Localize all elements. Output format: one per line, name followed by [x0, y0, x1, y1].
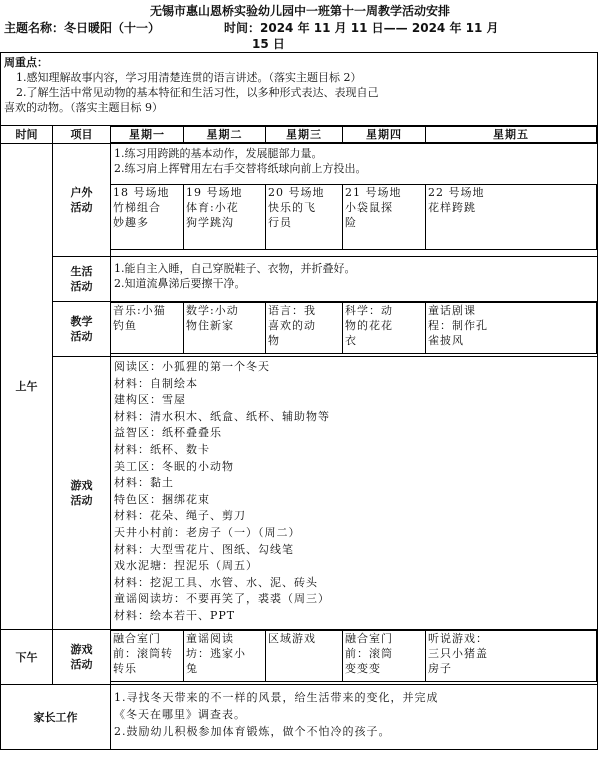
games-line: 阅读区：小狐狸的第一个冬天	[114, 360, 270, 373]
games-line: 特色区：捆绑花束	[114, 492, 210, 506]
afternoon-day: 听说游戏： 三只小猪盖 房子	[426, 631, 597, 682]
outdoor-day: 19 号场地 体育:小花 狗学跳沟	[184, 185, 266, 250]
outdoor-day: 18 号场地 竹梯组合 妙趣多	[111, 185, 184, 250]
header-day: 星期三	[266, 127, 343, 143]
games-line: 戏水泥塘：捏泥乐（周五）	[114, 559, 258, 573]
outdoor-day: 21 号场地 小袋鼠探 险	[343, 185, 426, 250]
teaching-day: 科学：动 物的花花 衣	[343, 303, 426, 354]
afternoon-day: 童谣阅读 坊：逃家小 兔	[184, 631, 266, 682]
afternoon-games-label: 游戏 活动	[53, 630, 111, 685]
document-title: 无锡市惠山恩桥实验幼儿园中一班第十一周教学活动安排	[149, 4, 450, 18]
teaching-day: 数学:小动 物住新家	[184, 303, 266, 354]
games-line: 材料：挖泥工具、水管、水、泥、砖头	[114, 575, 318, 589]
outdoor-goal: 1.练习用跨跳的基本动作，发展腿部力量。	[114, 147, 323, 160]
header-time: 时间	[1, 126, 53, 144]
games-line: 材料：自制绘本	[114, 376, 198, 390]
focus-item: 喜欢的动物。（落实主题目标 9）	[4, 101, 163, 114]
outdoor-content	[111, 144, 598, 257]
afternoon-day: 融合室门 前：滚筒 变变变	[343, 631, 426, 682]
theme-name: 主题名称：冬日暖阳（十一）	[4, 21, 161, 35]
focus-item: 1.感知理解故事内容，学习用清楚连贯的语言讲述。（落实主题目标 2）	[16, 71, 362, 84]
games-label: 游戏 活动	[53, 357, 111, 630]
time-range-cont: 15 日	[252, 37, 285, 51]
weekly-focus	[1, 53, 598, 126]
outdoor-goal: 2.练习肩上挥臂用左右手交替将纸球向前上方投出。	[114, 162, 367, 175]
outdoor-day: 22 号场地 花样跨跳	[426, 185, 597, 250]
games-line: 材料：花朵、绳子、剪刀	[114, 509, 246, 523]
outdoor-label: 户外 活动	[53, 144, 111, 257]
games-line: 材料：清水积木、纸盒、纸杯、辅助物等	[114, 409, 330, 423]
header-day: 星期二	[184, 127, 266, 143]
morning-label: 上午	[1, 144, 53, 630]
focus-item: 2.了解生活中常见动物的基本特征和生活习性，以多种形式表达、表现自己	[16, 86, 379, 99]
life-label: 生活 活动	[53, 257, 111, 302]
schedule-table	[0, 52, 598, 750]
subtitle-row	[4, 19, 598, 51]
focus-heading: 周重点：	[4, 56, 48, 69]
time-range: 时间：2024 年 11 月 11 日—— 2024 年 11 月	[224, 21, 499, 35]
games-content	[111, 357, 598, 630]
parents-item: 2.鼓励幼儿积极参加体育锻炼，做个不怕冷的孩子。	[114, 725, 391, 738]
outdoor-day: 20 号场地 快乐的飞 行员	[266, 185, 343, 250]
header-day: 星期四	[343, 127, 426, 143]
header-day: 星期五	[426, 127, 597, 143]
games-line: 童谣阅读坊：不要再笑了，裘裘（周三）	[114, 592, 330, 606]
parents-item: 《冬天在哪里》调查表。	[114, 708, 246, 721]
afternoon-label: 下午	[1, 630, 53, 685]
parents-item: 1.寻找冬天带来的不一样的风景，给生活带来的变化，并完成	[114, 691, 439, 704]
life-item: 1.能自主入睡，自己穿脱鞋子、衣物，并折叠好。	[114, 262, 356, 275]
parents-content	[111, 685, 598, 750]
life-item: 2.知道流鼻涕后要擦干净。	[114, 277, 246, 290]
life-content	[111, 257, 598, 302]
games-line: 材料：大型雪花片、图纸、勾线笔	[114, 542, 294, 556]
teaching-day: 语言：我 喜欢的动 物	[266, 303, 343, 354]
afternoon-games-content	[111, 630, 598, 685]
header-days	[111, 126, 598, 144]
afternoon-day: 融合室门 前：滚筒转 转乐	[111, 631, 184, 682]
games-line: 美工区：冬眠的小动物	[114, 459, 234, 473]
afternoon-day: 区域游戏	[266, 631, 343, 682]
games-line: 天井小村前：老房子（一）（周二）	[114, 525, 301, 539]
teaching-day: 童话剧课 程：制作孔 雀披风	[426, 303, 597, 354]
teaching-label: 教学 活动	[53, 302, 111, 357]
games-line: 建构区：雪屋	[114, 393, 186, 407]
games-line: 材料：黏土	[114, 476, 174, 490]
games-line: 材料：绘本若干、PPT	[114, 608, 236, 622]
games-line: 益智区：纸杯叠叠乐	[114, 426, 222, 440]
teaching-day: 音乐:小猫 钓鱼	[111, 303, 184, 354]
header-item: 项目	[53, 126, 111, 144]
teaching-content	[111, 302, 598, 357]
parents-label: 家长工作	[1, 685, 111, 750]
games-line: 材料：纸杯、数卡	[114, 442, 210, 456]
header-day: 星期一	[111, 127, 184, 143]
